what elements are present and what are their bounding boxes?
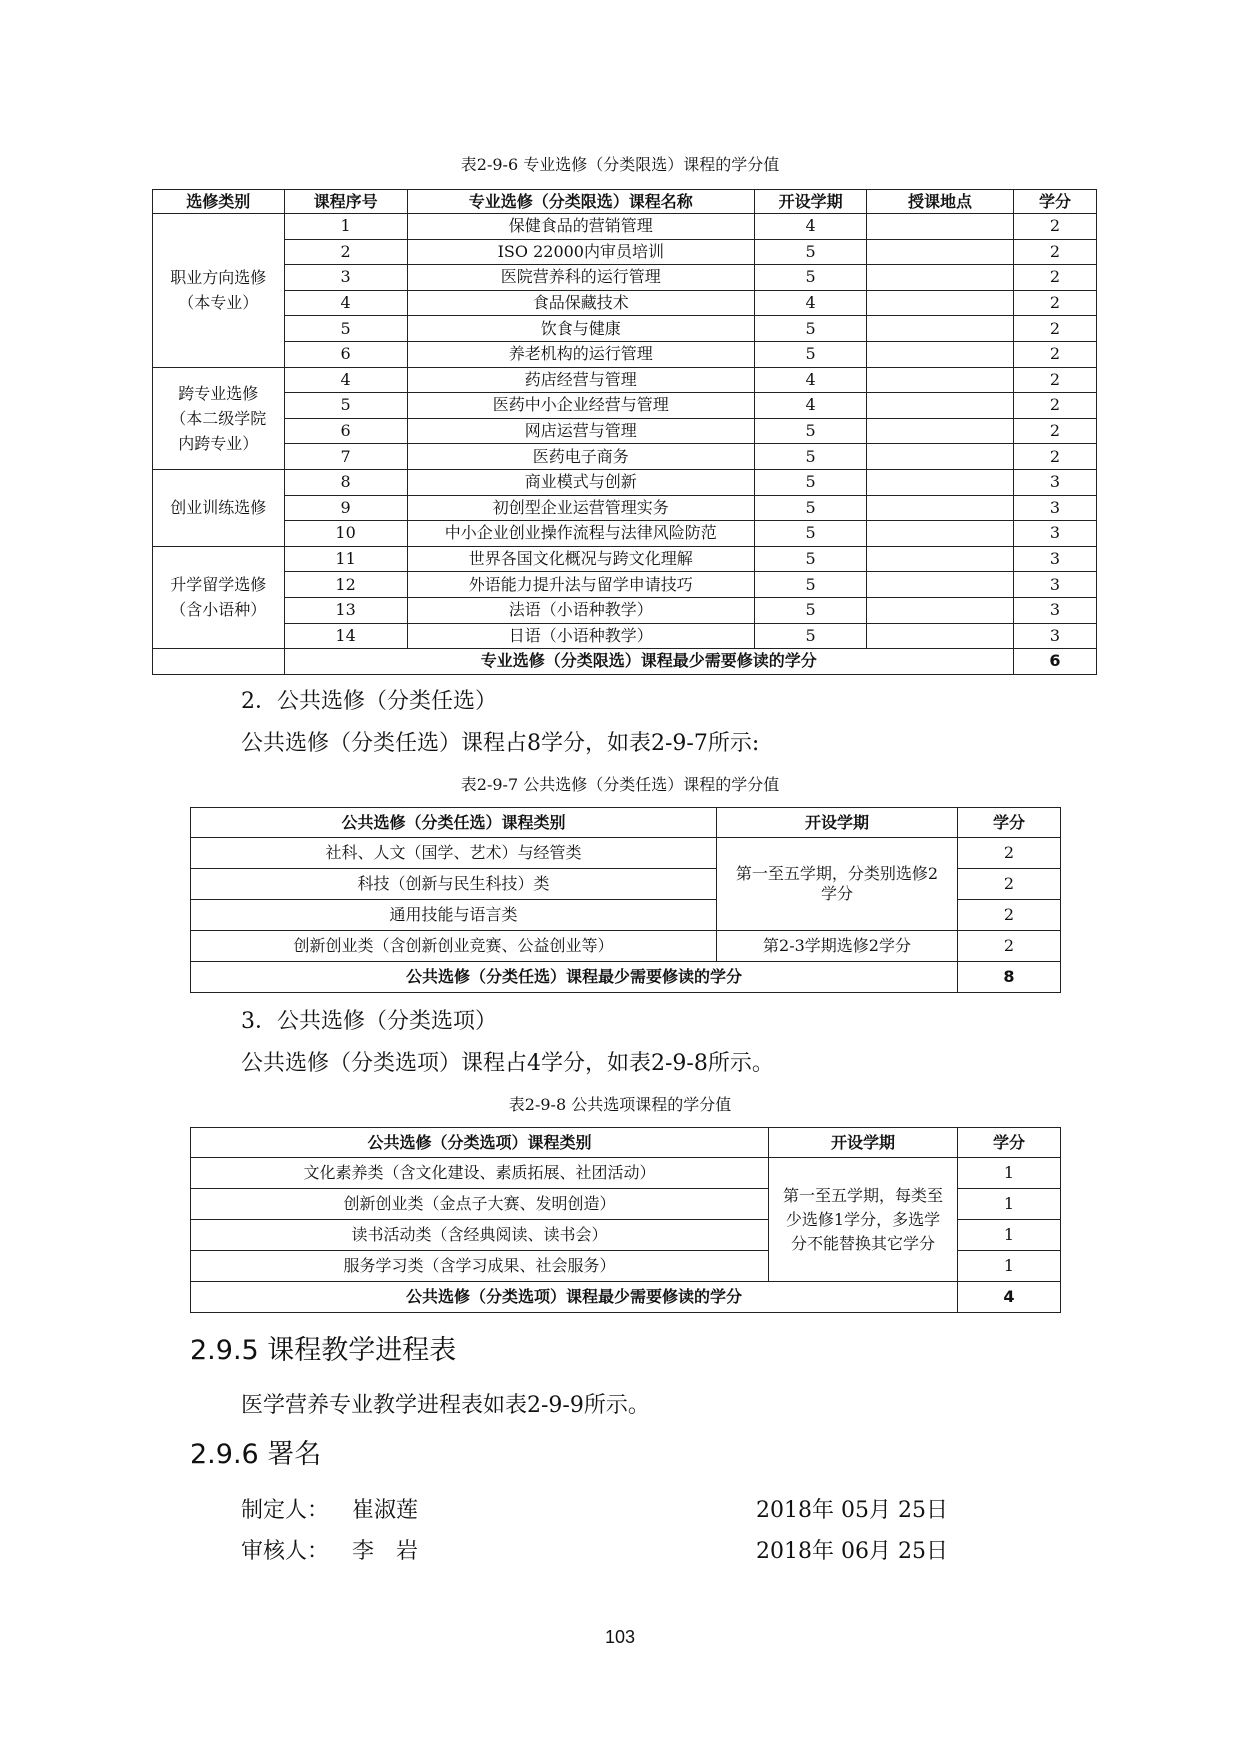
table1-course-name: 医药电子商务 — [407, 444, 754, 470]
table1-row — [153, 597, 1097, 623]
table1-course-no: 10 — [284, 521, 407, 547]
table1-row — [153, 265, 1097, 291]
table1-course-name: 医院营养科的运行管理 — [407, 265, 754, 291]
table1-term: 5 — [754, 469, 866, 495]
table1-place — [867, 239, 1014, 265]
table1-course-name: 日语（小语种教学） — [407, 623, 754, 649]
table1-row — [153, 623, 1097, 649]
table1-course-name: 网店运营与管理 — [407, 418, 754, 444]
heading-2-9-5: 2.9.5 课程教学进程表 — [190, 1335, 457, 1366]
table1-course-no: 13 — [284, 597, 407, 623]
table1-total-value: 6 — [1013, 649, 1096, 675]
table3-header: 开设学期 — [769, 1128, 958, 1158]
table1-total-row — [153, 649, 1097, 675]
table2-header: 学分 — [958, 808, 1061, 838]
table1-place — [867, 265, 1014, 291]
table1-course-name: 药店经营与管理 — [407, 367, 754, 393]
table1-row — [153, 367, 1097, 393]
table1-term: 5 — [754, 521, 866, 547]
signature-name: 李 岩 — [352, 1539, 419, 1564]
table1-place — [867, 623, 1014, 649]
table1-course-name: 饮食与健康 — [407, 316, 754, 342]
table1-course-name: 食品保藏技术 — [407, 290, 754, 316]
table1-credit: 3 — [1013, 546, 1096, 572]
table1-row — [153, 290, 1097, 316]
signature-label: 审核人： — [241, 1539, 330, 1564]
table3 — [190, 1127, 1061, 1313]
table3-total-label: 公共选修（分类选项）课程最少需要修读的学分 — [191, 1282, 958, 1313]
table1-term: 5 — [754, 597, 866, 623]
table1-course-name: 养老机构的运行管理 — [407, 341, 754, 367]
table1-place — [867, 546, 1014, 572]
table3-term-merged: 第一至五学期，每类至少选修1学分，多选学分不能替换其它学分 — [769, 1158, 958, 1282]
table1-term: 5 — [754, 239, 866, 265]
table1-course-name: 外语能力提升法与留学申请技巧 — [407, 572, 754, 598]
table1-row — [153, 239, 1097, 265]
table1-term: 4 — [754, 214, 866, 240]
table1-credit: 2 — [1013, 444, 1096, 470]
table1-category: 升学留学选修（含小语种） — [153, 546, 285, 648]
table2-type: 社科、人文（国学、艺术）与经管类 — [191, 838, 717, 869]
table3-caption: 表2-9-8 公共选项课程的学分值 — [508, 1095, 732, 1114]
table1-course-name: 初创型企业运营管理实务 — [407, 495, 754, 521]
table1-row — [153, 444, 1097, 470]
heading-2-9-6: 2.9.6 署名 — [190, 1439, 322, 1470]
table1-term: 5 — [754, 495, 866, 521]
table1-term: 5 — [754, 444, 866, 470]
table1-header: 授课地点 — [867, 190, 1014, 214]
table3-credit: 1 — [958, 1220, 1061, 1251]
table1-body — [153, 214, 1097, 675]
table2-credit: 2 — [958, 869, 1061, 900]
table1-place — [867, 572, 1014, 598]
table1-term: 5 — [754, 341, 866, 367]
table1-place — [867, 290, 1014, 316]
table1-category: 职业方向选修（本专业） — [153, 214, 285, 368]
table1-term: 5 — [754, 546, 866, 572]
table1-term: 4 — [754, 290, 866, 316]
table2-type: 通用技能与语言类 — [191, 900, 717, 931]
table1-course-no: 4 — [284, 367, 407, 393]
table1-header: 选修类别 — [153, 190, 285, 214]
table1-place — [867, 341, 1014, 367]
table3-type: 文化素养类（含文化建设、素质拓展、社团活动） — [191, 1158, 769, 1189]
table1-term: 5 — [754, 418, 866, 444]
table1-total-empty — [153, 649, 285, 675]
table1-credit: 2 — [1013, 290, 1096, 316]
table1-row — [153, 316, 1097, 342]
table1-row — [153, 418, 1097, 444]
table1-credit: 2 — [1013, 239, 1096, 265]
table1-course-name: ISO 22000内审员培训 — [407, 239, 754, 265]
table3-header: 公共选修（分类选项）课程类别 — [191, 1128, 769, 1158]
table2-credit: 2 — [958, 931, 1061, 962]
table1-term: 5 — [754, 316, 866, 342]
table1-place — [867, 418, 1014, 444]
table1-place — [867, 495, 1014, 521]
table1-course-no: 5 — [284, 393, 407, 419]
table1-place — [867, 393, 1014, 419]
table1-course-name: 法语（小语种教学） — [407, 597, 754, 623]
table1-term: 4 — [754, 367, 866, 393]
signature-label: 制定人： — [241, 1498, 330, 1523]
table1-credit: 2 — [1013, 341, 1096, 367]
signature-date: 2018年 05月 25日 — [756, 1498, 948, 1523]
table2-total-label: 公共选修（分类任选）课程最少需要修读的学分 — [191, 962, 958, 993]
table1-course-no: 12 — [284, 572, 407, 598]
table1-term: 5 — [754, 572, 866, 598]
table3-credit: 1 — [958, 1251, 1061, 1282]
table1-credit: 3 — [1013, 597, 1096, 623]
table2-type: 科技（创新与民生科技）类 — [191, 869, 717, 900]
table1-row — [153, 572, 1097, 598]
table1-row — [153, 393, 1097, 419]
table1-term: 5 — [754, 623, 866, 649]
table1-course-no: 2 — [284, 239, 407, 265]
table1-credit: 3 — [1013, 521, 1096, 547]
table2-term-last: 第2-3学期选修2学分 — [717, 931, 958, 962]
table1-course-name: 中小企业创业操作流程与法律风险防范 — [407, 521, 754, 547]
table2-total-value: 8 — [958, 962, 1061, 993]
table1-row — [153, 214, 1097, 240]
table1-place — [867, 316, 1014, 342]
section3-heading: 3．公共选修（分类选项） — [241, 1009, 497, 1034]
table1-credit: 3 — [1013, 623, 1096, 649]
section2-heading: 2．公共选修（分类任选） — [241, 689, 497, 714]
table1-credit: 2 — [1013, 214, 1096, 240]
table1-category: 创业训练选修 — [153, 469, 285, 546]
table1-place — [867, 521, 1014, 547]
table1-row — [153, 521, 1097, 547]
table1-header: 学分 — [1013, 190, 1096, 214]
table2-type: 创新创业类（含创新创业竞赛、公益创业等） — [191, 931, 717, 962]
table1-place — [867, 444, 1014, 470]
table1-category: 跨专业选修（本二级学院内跨专业） — [153, 367, 285, 469]
table2-header: 开设学期 — [717, 808, 958, 838]
table1-course-no: 5 — [284, 316, 407, 342]
section2-text: 公共选修（分类任选）课程占8学分，如表2-9-7所示: — [241, 731, 760, 756]
table1 — [152, 189, 1097, 675]
table3-header: 学分 — [958, 1128, 1061, 1158]
signature-date: 2018年 06月 25日 — [756, 1539, 948, 1564]
table1-course-no: 9 — [284, 495, 407, 521]
section3-text: 公共选修（分类选项）课程占4学分，如表2-9-8所示。 — [241, 1051, 774, 1076]
table1-row — [153, 341, 1097, 367]
table3-total-value: 4 — [958, 1282, 1061, 1313]
table1-course-no: 8 — [284, 469, 407, 495]
table3-credit: 1 — [958, 1158, 1061, 1189]
table1-header: 专业选修（分类限选）课程名称 — [407, 190, 754, 214]
table1-header: 课程序号 — [284, 190, 407, 214]
table1-place — [867, 597, 1014, 623]
table1-credit: 3 — [1013, 469, 1096, 495]
table2 — [190, 807, 1061, 993]
table1-course-no: 7 — [284, 444, 407, 470]
table1-course-no: 3 — [284, 265, 407, 291]
table1-place — [867, 469, 1014, 495]
text-2-9-5: 医学营养专业教学进程表如表2-9-9所示。 — [241, 1393, 650, 1418]
signature-name: 崔淑莲 — [352, 1498, 419, 1523]
table1-course-no: 14 — [284, 623, 407, 649]
table1-place — [867, 214, 1014, 240]
table2-credit: 2 — [958, 838, 1061, 869]
table1-credit: 2 — [1013, 393, 1096, 419]
table2-credit: 2 — [958, 900, 1061, 931]
table3-credit: 1 — [958, 1189, 1061, 1220]
table3-type: 读书活动类（含经典阅读、读书会） — [191, 1220, 769, 1251]
table1-term: 4 — [754, 393, 866, 419]
table1-credit: 2 — [1013, 418, 1096, 444]
table1-row — [153, 495, 1097, 521]
table1-course-no: 6 — [284, 341, 407, 367]
table1-caption: 表2-9-6 专业选修（分类限选）课程的学分值 — [460, 155, 780, 174]
table2-header: 公共选修（分类任选）课程类别 — [191, 808, 717, 838]
table1-row — [153, 469, 1097, 495]
table1-header: 开设学期 — [754, 190, 866, 214]
table1-credit: 2 — [1013, 367, 1096, 393]
table2-caption: 表2-9-7 公共选修（分类任选）课程的学分值 — [460, 775, 780, 794]
table1-course-name: 商业模式与创新 — [407, 469, 754, 495]
table1-course-no: 11 — [284, 546, 407, 572]
table1-course-no: 4 — [284, 290, 407, 316]
table1-credit: 2 — [1013, 265, 1096, 291]
table3-type: 创新创业类（金点子大赛、发明创造） — [191, 1189, 769, 1220]
table1-total-label: 专业选修（分类限选）课程最少需要修读的学分 — [284, 649, 1013, 675]
table1-course-name: 医药中小企业经营与管理 — [407, 393, 754, 419]
table1-credit: 3 — [1013, 495, 1096, 521]
table1-course-name: 世界各国文化概况与跨文化理解 — [407, 546, 754, 572]
table1-course-no: 1 — [284, 214, 407, 240]
table1-course-name: 保健食品的营销管理 — [407, 214, 754, 240]
table2-term-merged: 第一至五学期，分类别选修2学分 — [717, 838, 958, 931]
table1-row — [153, 546, 1097, 572]
table1-course-no: 6 — [284, 418, 407, 444]
table1-credit: 3 — [1013, 572, 1096, 598]
table1-place — [867, 367, 1014, 393]
table3-type: 服务学习类（含学习成果、社会服务） — [191, 1251, 769, 1282]
table1-term: 5 — [754, 265, 866, 291]
table1-credit: 2 — [1013, 316, 1096, 342]
page-number: 103 — [604, 1627, 636, 1647]
